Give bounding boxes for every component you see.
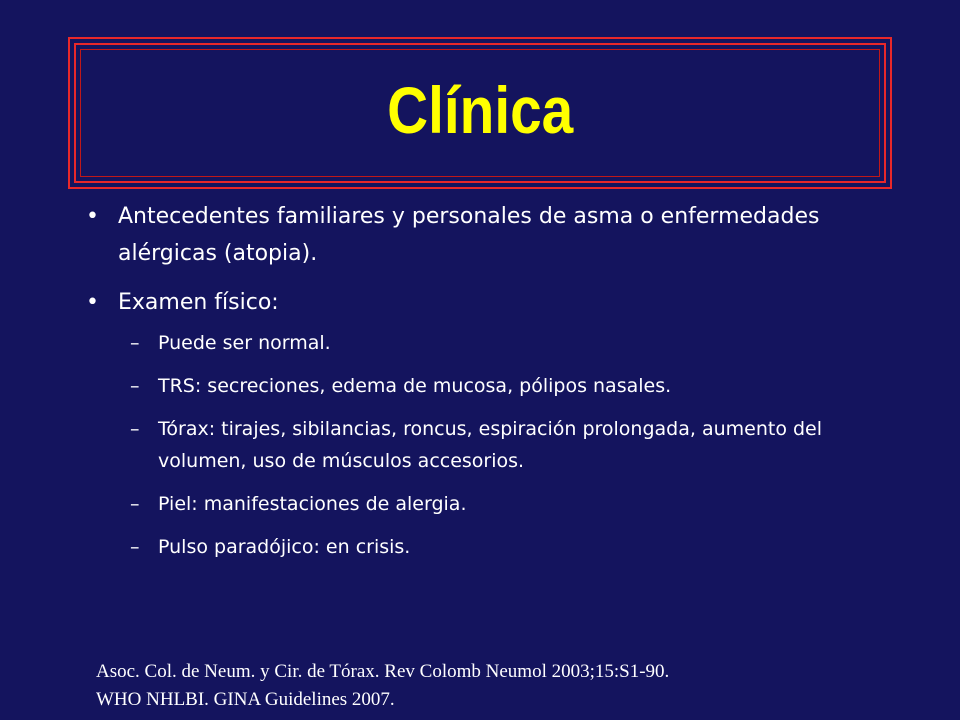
sub-bullet-text: Pulso paradójico: en crisis. (158, 536, 411, 558)
reference-line: Asoc. Col. de Neum. y Cir. de Tórax. Rev Colomb Neumol 2003;15:S1-90. (96, 661, 670, 682)
sub-bullet-item (86, 413, 906, 477)
slide-title: Clínica (386, 73, 574, 147)
sub-bullet-item (86, 488, 906, 520)
bullet-dot: • (86, 290, 99, 315)
sub-bullet-item (86, 370, 906, 402)
sub-bullet-item (86, 327, 906, 359)
sub-bullet-text: Puede ser normal. (158, 332, 331, 354)
sub-bullet-dash: – (130, 375, 140, 397)
reference-line: WHO NHLBI. GINA Guidelines 2007. (96, 689, 395, 710)
bullet-text: Examen físico: (118, 290, 279, 315)
sub-bullet-dash: – (130, 418, 140, 440)
bullet-text: Antecedentes familiares y personales de asma o enfermedades alérgicas (atopia). (118, 204, 820, 266)
sub-bullet-dash: – (130, 332, 140, 354)
sub-bullet-text: Tórax: tirajes, sibilancias, roncus, espiración prolongada, aumento del volumen, uso de músculos accesorios. (158, 418, 823, 472)
bullet-dot: • (86, 204, 99, 229)
sub-bullet-item (86, 531, 906, 563)
sub-bullet-dash: – (130, 536, 140, 558)
references (96, 658, 669, 714)
title-frame-inner (74, 43, 886, 183)
title-frame-core (80, 49, 880, 177)
title-frame (68, 37, 892, 189)
bullet-list (86, 198, 906, 574)
sub-bullet-dash: – (130, 493, 140, 515)
bullet-item (86, 198, 906, 272)
bullet-item (86, 284, 906, 321)
sub-bullet-text: TRS: secreciones, edema de mucosa, pólipos nasales. (158, 375, 672, 397)
sub-bullet-text: Piel: manifestaciones de alergia. (158, 493, 467, 515)
